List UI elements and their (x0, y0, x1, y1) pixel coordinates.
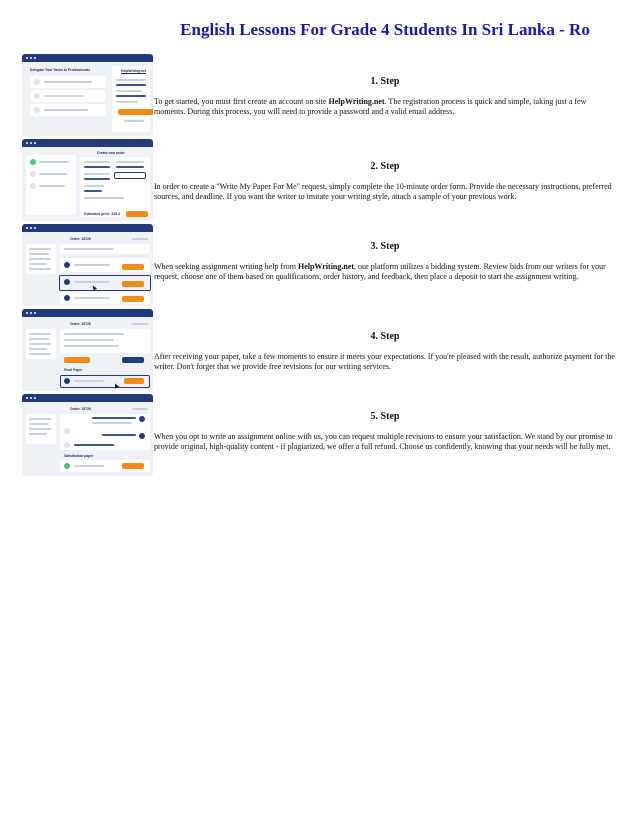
step-2-text: In order to create a "Write My Paper For Me" request, simply complete the 10-minute order form. Provide the necessary instructions, preferred sources, and deadline. If you want the writer to imitate your writing style, attach a sample of your previous work. (154, 182, 612, 201)
step-3-text: When seeking assignment writing help from HelpWriting.net, our platform utilizes a bidding system. Review bids from our writers for your request, choose one of them based on qualifications, order history, and feedback, then place a deposit to start the assignment writing. (154, 262, 606, 281)
step-4-screenshot (22, 309, 153, 391)
step-3-heading: 3. Step (370, 241, 400, 252)
step-2-heading: 2. Step (370, 161, 400, 172)
thumb-heading: Order: 18726 (70, 322, 91, 326)
final-paper-label: Final Paper (64, 368, 83, 372)
next-step-button (126, 211, 148, 217)
step-5-text: When you opt to write an assignment online with us, you can request multiple revisions to ensure your satisfaction. We stand by our promise to provide original, high-quality content - if plagiarized, we offer a full refund. Choose us confidently, knowing that your needs will be fully met. (154, 432, 613, 451)
thumb-heading: Order: 18726 (70, 407, 91, 411)
step-4-text: After receiving your paper, take a few moments to ensure it meets your expectations. If you're pleased with the result, authorize payment for the writer. Don't forget that we provide free revisions for our writing services. (154, 352, 615, 371)
page-title: English Lessons For Grade 4 Students In Sri Lanka - Ro (180, 20, 590, 39)
thumb-heading: Delegate Your Tasks to Professionals (30, 68, 91, 72)
window-titlebar (22, 394, 153, 402)
step-5-screenshot (22, 394, 153, 476)
satisfaction-label: Satisfaction paper (64, 454, 94, 458)
step-5-heading: 5. Step (370, 411, 400, 422)
step-1-heading: 1. Step (370, 76, 400, 87)
window-titlebar (22, 54, 153, 62)
step-4-heading: 4. Step (370, 331, 400, 342)
step-1-text: To get started, you must first create an account on site HelpWriting.net. The registration process is quick and simple, taking just a few moments. During this process, you will need to provide a password and a valid email address. (154, 97, 587, 116)
step-3-screenshot (22, 224, 153, 306)
step-2-screenshot (22, 139, 153, 221)
window-titlebar (22, 309, 153, 317)
brand-logo: HelpWriting.net (121, 69, 146, 73)
step-1-screenshot (22, 54, 153, 136)
thumb-heading: Order: 18726 (70, 237, 91, 241)
thumb-heading: Create new order (97, 151, 125, 155)
window-titlebar (22, 139, 153, 147)
window-titlebar (22, 224, 153, 232)
create-account-button (118, 109, 153, 115)
estimated-price: Estimated price: $15.4 (84, 212, 120, 216)
